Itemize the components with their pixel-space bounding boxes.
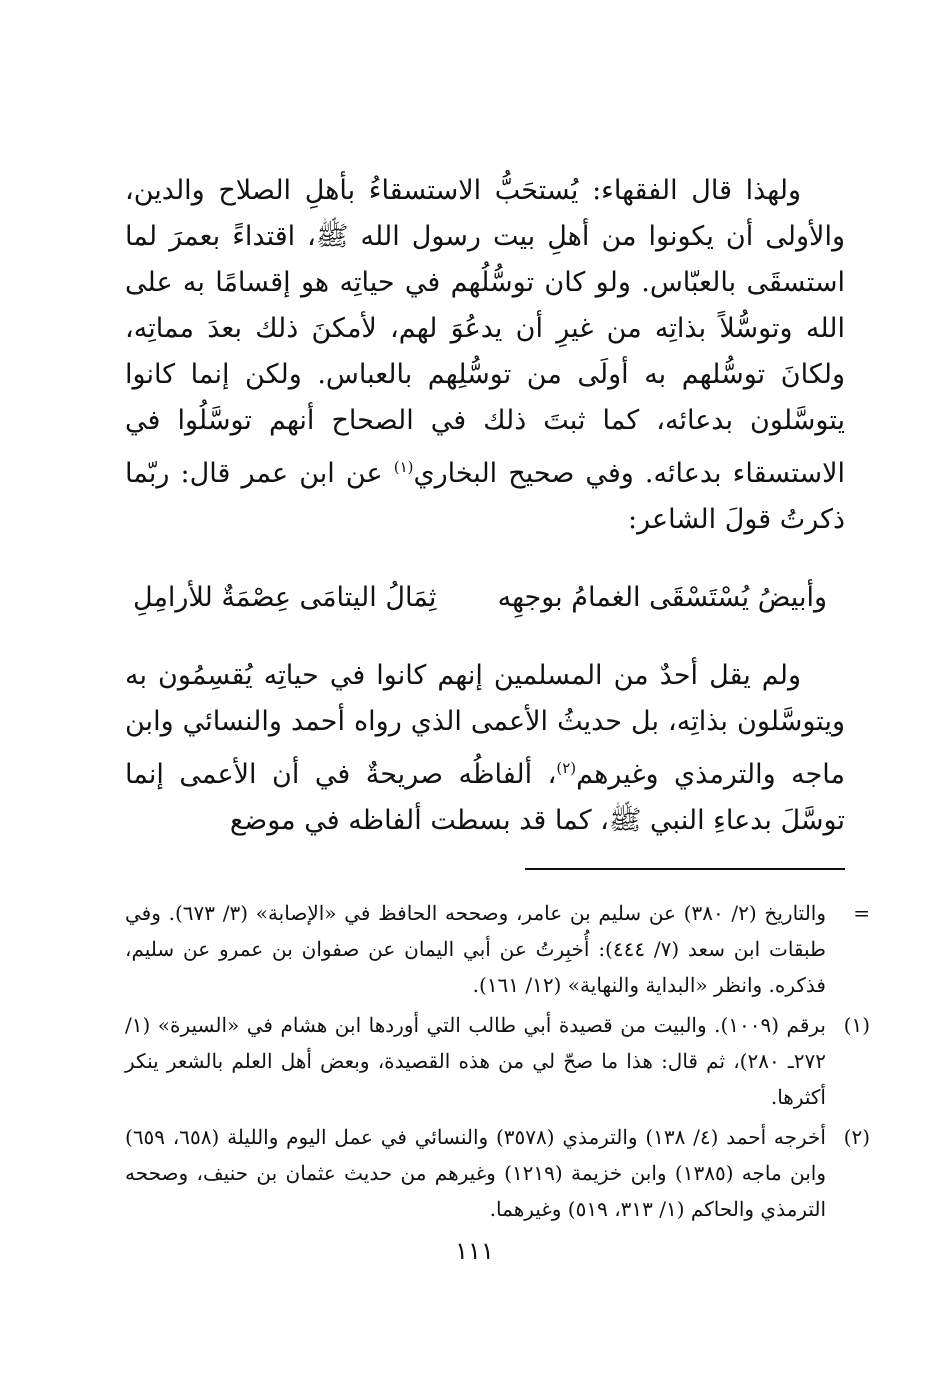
footnote-mark: =: [853, 901, 870, 925]
footnote-ref-1: (١): [393, 458, 414, 476]
paragraph-2-end: ، ألفاظُه صريحةٌ في أن الأعمى إنما توسَّلَ بدعاءِ النبي ﷺ، كما قد بسطت ألفاظه في موضع: [125, 759, 845, 836]
paragraph-1-text: ولهذا قال الفقهاء: يُستحَبُّ الاستسقاءُ بأهلِ الصلاح والدين، والأولى أن يكونوا من أهلِ بيت رسول الله ﷺ، اقتداءً بعمرَ لما استسقَى بالعبّاس. ولو كان توسُّلُهم في حياتِه هو إقسامًا به على الله وتوسُّلاً بذاتِه من غيرِ أن يدعُوَ لهم، لأمكنَ ذلك بعدَ مماتِه، ولكانَ توسُّلهم به أولَى من توسُّلِهم بالعباس. ولكن إنما كانوا يتوسَّلون بدعائه، كما ثبتَ ذلك في الصحاح أنهم توسَّلُوا في الاستسقاء بدعائه. وفي صحيح البخاري: [125, 175, 845, 489]
footnote-mark: (١): [843, 1013, 870, 1037]
footnote-ref-2: (٢): [556, 759, 577, 777]
verse-first-hemistich: وأبيضُ يُسْتَسْقَى الغمامُ بوجهِه: [497, 582, 827, 613]
verse-second-hemistich: ثِمَالُ اليتامَى عِصْمَةٌ للأرامِلِ: [133, 582, 437, 613]
footnote-continued: [125, 895, 870, 1003]
paragraph-2-text: ولم يقل أحدٌ من المسلمين إنهم كانوا في حياتِه يُقسِمُون به ويتوسَّلون بذاتِه، بل حديثُ الأعمى الذي رواه أحمد والنسائي وابن ماجه والترمذي وغيرهم: [125, 660, 845, 790]
footnote-divider: [525, 868, 845, 870]
page-number: ١١١: [455, 1237, 494, 1265]
footnote-1: [125, 1007, 870, 1115]
poetry-verse: [125, 575, 845, 621]
main-text: [125, 168, 845, 844]
footnote-mark: (٢): [843, 1125, 870, 1149]
paragraph-2: [125, 653, 845, 844]
footnote-2: [125, 1119, 870, 1227]
paragraph-1: [125, 168, 845, 543]
footnotes: [125, 895, 870, 1231]
footnote-text: برقم (١٠٠٩). والبيت من قصيدة أبي طالب التي أوردها ابن هشام في «السيرة» (١/ ٢٧٢ـ ٢٨٠)، ثم قال: هذا ما صحّ لي من هذه القصيدة، وبعض أهل العلم بالشعر ينكر أكثرها.: [125, 1013, 827, 1109]
paragraph-1-end: عن ابن عمر قال: ربّما ذكرتُ قولَ الشاعر:: [125, 458, 845, 535]
footnote-text: والتاريخ (٢/ ٣٨٠) عن سليم بن عامر، وصححه الحافظ في «الإصابة» (٣/ ٦٧٣). وفي طبقات ابن سعد (٧/ ٤٤٤): أُخبِرتُ عن أبي اليمان عن صفوان بن عمرو عن سليم، فذكره. وانظر «البداية والنهاية» (١٢/ ١٦١).: [125, 901, 827, 997]
footnote-text: أخرجه أحمد (٤/ ١٣٨) والترمذي (٣٥٧٨) والنسائي في عمل اليوم والليلة (٦٥٨، ٦٥٩) وابن ماجه (١٣٨٥) وابن خزيمة (١٢١٩) وغيرهم من حديث عثمان بن حنيف، وصححه الترمذي والحاكم (١/ ٣١٣، ٥١٩) وغيرهما.: [125, 1125, 827, 1221]
